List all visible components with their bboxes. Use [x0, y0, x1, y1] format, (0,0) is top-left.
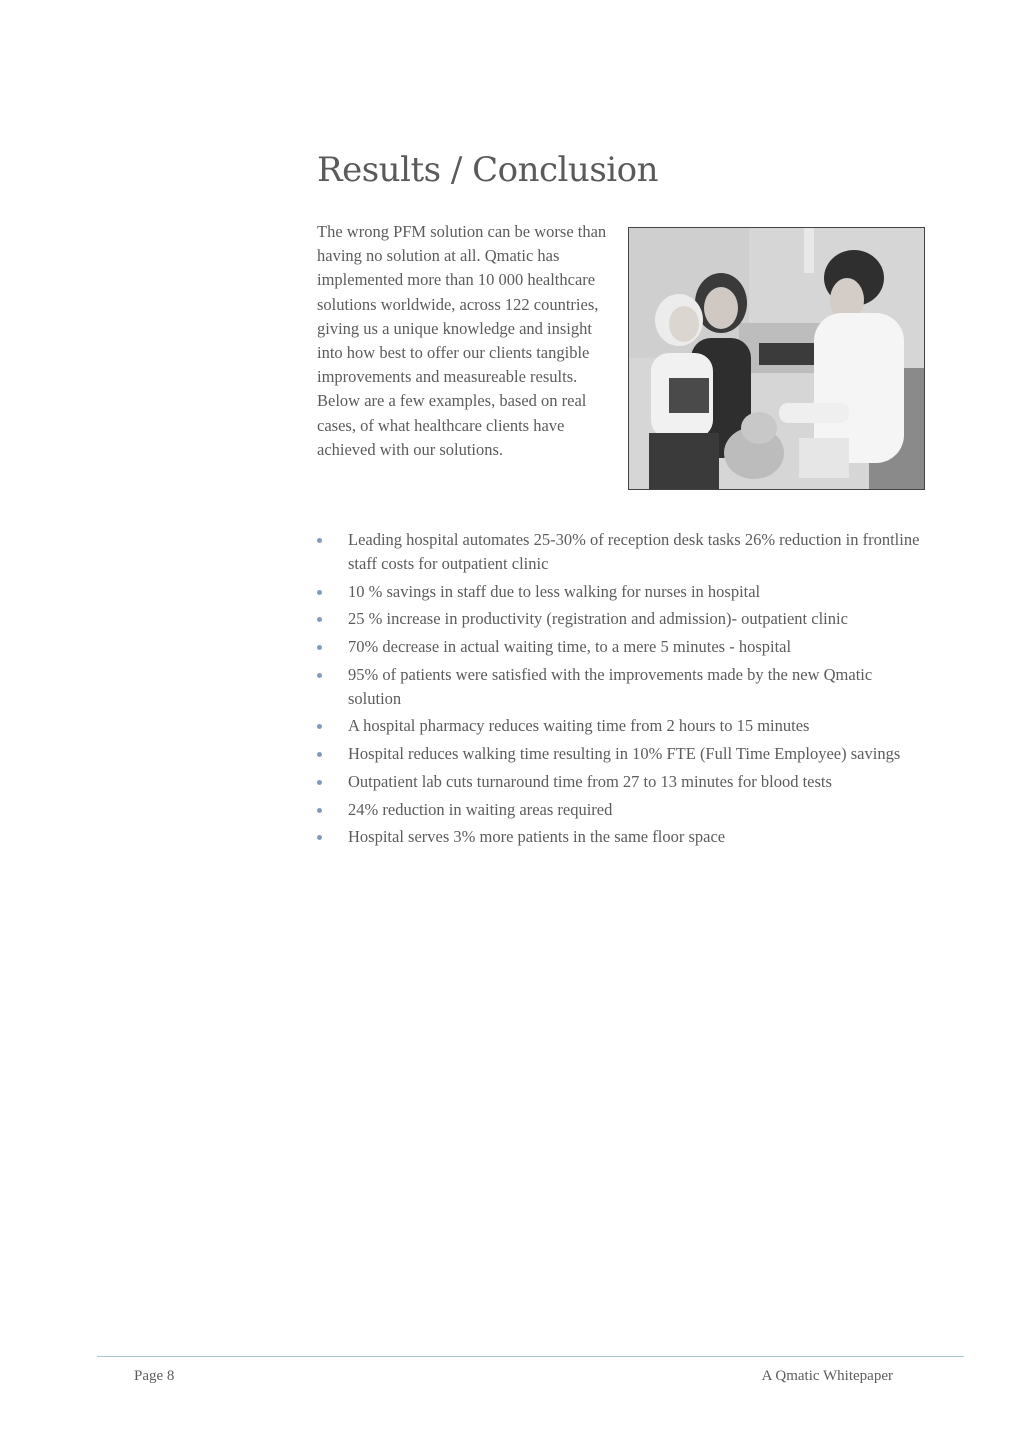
bullet-icon	[317, 752, 322, 757]
list-item	[317, 635, 927, 659]
bullet-icon	[317, 538, 322, 543]
list-item	[317, 663, 927, 711]
photo-illustration	[629, 228, 924, 489]
results-list	[317, 528, 927, 853]
bullet-icon	[317, 645, 322, 650]
list-item-text: 25 % increase in productivity (registration and admission)- outpatient clinic	[348, 609, 848, 629]
list-item-text: Leading hospital automates 25-30% of reception desk tasks 26% reduction in frontline staff costs for outpatient clinic	[348, 530, 920, 573]
footer-page-number: Page 8	[134, 1368, 175, 1384]
list-item-text: Outpatient lab cuts turnaround time from 27 to 13 minutes for blood tests	[348, 771, 832, 791]
list-item	[317, 580, 927, 604]
bullet-icon	[317, 617, 322, 622]
list-item	[317, 714, 927, 738]
list-item	[317, 742, 927, 766]
list-item-text: 95% of patients were satisfied with the improvements made by the new Qmatic solution	[348, 664, 873, 708]
bullet-icon	[317, 808, 322, 813]
bullet-icon	[317, 835, 322, 840]
list-item	[317, 607, 927, 631]
list-item-text: 70% decrease in actual waiting time, to a mere 5 minutes - hospital	[348, 637, 792, 657]
bullet-icon	[317, 673, 322, 678]
bullet-icon	[317, 724, 322, 729]
list-item	[317, 528, 927, 576]
footer-brand: A Qmatic Whitepaper	[761, 1368, 893, 1384]
page-title: Results / Conclusion	[317, 150, 659, 190]
bullet-icon	[317, 780, 322, 785]
list-item-text: 10 % savings in staff due to less walking for nurses in hospital	[348, 581, 761, 601]
list-item-text: Hospital serves 3% more patients in the same floor space	[348, 827, 726, 847]
list-item	[317, 825, 927, 849]
photo-nurse-with-child	[628, 227, 925, 490]
list-item	[317, 798, 927, 822]
list-item-text: Hospital reduces walking time resulting in 10% FTE (Full Time Employee) savings	[348, 744, 901, 764]
list-item-text: A hospital pharmacy reduces waiting time from 2 hours to 15 minutes	[348, 716, 810, 736]
bullet-icon	[317, 590, 322, 595]
list-item-text: 24% reduction in waiting areas required	[348, 799, 613, 819]
intro-paragraph: The wrong PFM solution can be worse than having no solution at all. Qmatic has implemented more than 10 000 healthcare solutions worldwide, across 122 countries, giving us a unique knowledge and insight into how best to offer our clients tangible improvements and measureable results. Below are a few examples, based on real cases, of what healthcare clients have achieved with our solutions.	[317, 222, 607, 459]
list-item	[317, 770, 927, 794]
footer-divider	[97, 1356, 964, 1357]
